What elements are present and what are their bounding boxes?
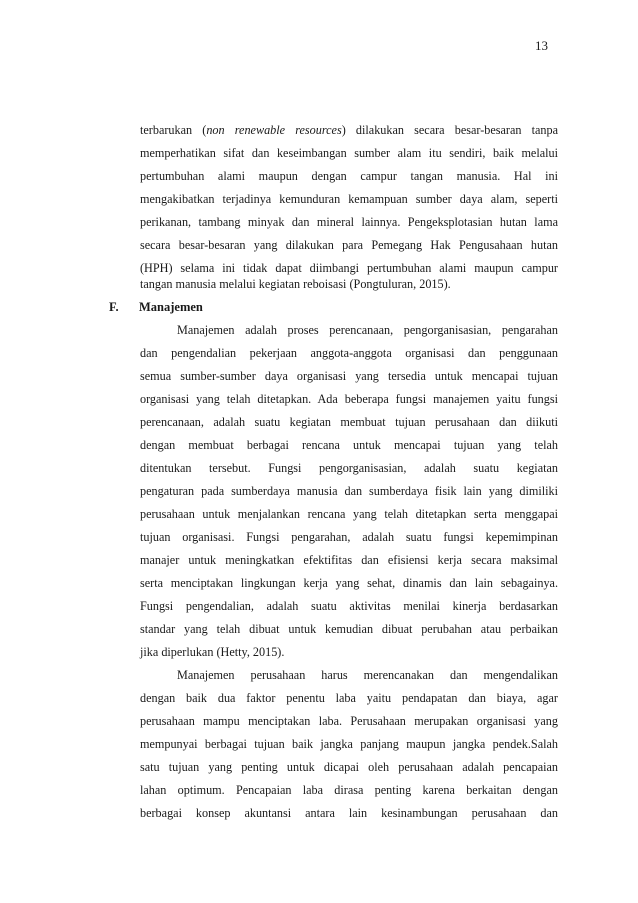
paragraph-line: berbagai konsep akuntansi antara lain kesinambungan perusahaan dan: [140, 806, 558, 820]
paragraph-line: perusahaan mampu menciptakan laba. Perusahaan merupakan organisasi yang: [140, 714, 558, 728]
section-number: F.: [109, 300, 119, 314]
paragraph-line: Manajemen perusahaan harus merencanakan dan mengendalikan: [177, 668, 558, 682]
paragraph-line: dan pengendalian pekerjaan anggota-anggota organisasi dan penggunaan: [140, 346, 558, 360]
paragraph-line: perusahaan untuk menjalankan rencana yang telah ditetapkan serta menggapai: [140, 507, 558, 521]
body-line: pertumbuhan alami maupun dengan campur tangan manusia. Hal ini: [140, 169, 558, 183]
section-title: Manajemen: [139, 300, 203, 314]
italic-term: non renewable resources: [206, 123, 342, 137]
paragraph-line: standar yang telah dibuat untuk kemudian dibuat perubahan atau perbaikan: [140, 622, 558, 636]
body-line: mengakibatkan terjadinya kemunduran kemampuan sumber daya alam, seperti: [140, 192, 558, 206]
paragraph-line: organisasi yang telah ditetapkan. Ada beberapa fungsi manajemen yaitu fungsi: [140, 392, 558, 406]
paragraph-line: satu tujuan yang penting untuk dicapai oleh perusahaan adalah pencapaian: [140, 760, 558, 774]
section-heading: [109, 300, 203, 314]
body-line: tangan manusia melalui kegiatan reboisasi (Pongtuluran, 2015).: [140, 277, 451, 291]
paragraph-line: jika diperlukan (Hetty, 2015).: [140, 645, 285, 659]
paragraph-line: manajer untuk meningkatkan efektifitas dan efisiensi kerja secara maksimal: [140, 553, 558, 567]
paragraph-line: dengan membuat berbagai rencana untuk mencapai tujuan yang telah: [140, 438, 558, 452]
paragraph-line: semua sumber-sumber daya organisasi yang tersedia untuk mencapai tujuan: [140, 369, 558, 383]
paragraph-line: serta menciptakan lingkungan kerja yang sehat, dinamis dan lain sebagainya.: [140, 576, 558, 590]
paragraph-line: perencanaan, adalah suatu kegiatan membuat tujuan perusahaan dan diikuti: [140, 415, 558, 429]
body-line: secara besar-besaran yang dilakukan para Pemegang Hak Pengusahaan hutan: [140, 238, 558, 252]
paragraph-line: mempunyai berbagai tujuan baik jangka panjang maupun jangka pendek.Salah: [140, 737, 558, 751]
body-line: memperhatikan sifat dan keseimbangan sumber alam itu sendiri, baik melalui: [140, 146, 558, 160]
paragraph-line: pengaturan pada sumberdaya manusia dan sumberdaya fisik lain yang dimiliki: [140, 484, 558, 498]
page-number: 13: [535, 38, 548, 53]
body-line: terbarukan (non renewable resources) dilakukan secara besar-besaran tanpa: [140, 123, 559, 137]
paragraph-line: dengan baik dua faktor penentu laba yaitu pendapatan dan biaya, agar: [140, 691, 558, 705]
paragraph-line: ditentukan tersebut. Fungsi pengorganisasian, adalah suatu kegiatan: [140, 461, 558, 475]
paragraph-line: tujuan organisasi. Fungsi pengarahan, adalah suatu fungsi kepemimpinan: [140, 530, 558, 544]
paragraph-line: lahan optimum. Pencapaian laba dirasa penting karena berkaitan dengan: [140, 783, 558, 797]
body-line: (HPH) selama ini tidak dapat diimbangi pertumbuhan alami maupun campur: [140, 261, 558, 275]
paragraph-line: Manajemen adalah proses perencanaan, pengorganisasian, pengarahan: [177, 323, 558, 337]
body-line: perikanan, tambang minyak dan mineral lainnya. Pengeksplotasian hutan lama: [140, 215, 558, 229]
paragraph-line: Fungsi pengendalian, adalah suatu aktivitas menilai kinerja berdasarkan: [140, 599, 558, 613]
